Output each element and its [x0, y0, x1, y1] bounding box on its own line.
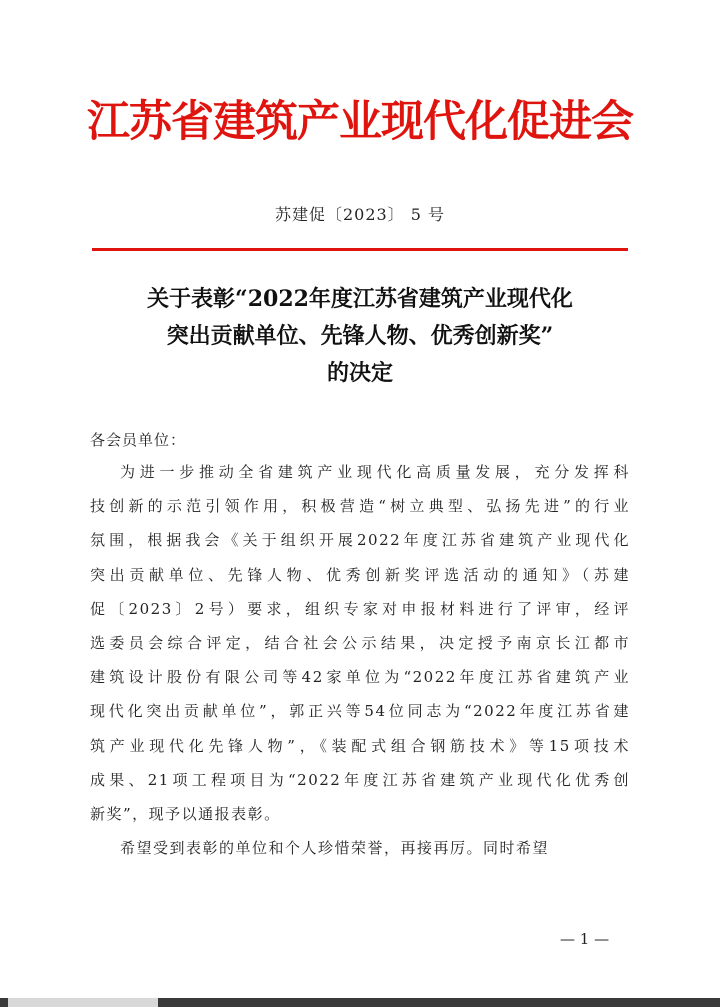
paragraph-1-line: 氛围，根据我会《关于组织开展2022年度江苏省建筑产业现代化 [90, 531, 630, 550]
paragraph-2-line: 希望受到表彰的单位和个人珍惜荣誉，再接再厉。同时希望 [120, 839, 550, 858]
document-title [0, 281, 720, 392]
paragraph-1-line: 现代化突出贡献单位”，郭正兴等54位同志为“2022年度江苏省建 [90, 702, 630, 721]
body-text [90, 455, 630, 865]
salutation: 各会员单位： [90, 431, 187, 449]
viewer-scrollbar[interactable] [0, 998, 720, 1007]
red-divider-line [92, 248, 628, 251]
paragraph-1-line: 筑产业现代化先锋人物”，《装配式组合钢筋技术》等15项技术 [90, 736, 630, 755]
paragraph-1-line: 为进一步推动全省建筑产业现代化高质量发展，充分发挥科 [120, 463, 630, 481]
paragraph-1-line: 建筑设计股份有限公司等42家单位为“2022年度江苏省建筑产业 [90, 668, 630, 687]
document-number: 苏建促〔2023〕 5 号 [274, 205, 446, 224]
scrollbar-thumb[interactable] [8, 998, 158, 1007]
paragraph-1-line: 技创新的示范引领作用，积极营造“树立典型、弘扬先进”的行业 [90, 497, 630, 516]
paragraph-1-line: 成果、21项工程项目为“2022年度江苏省建筑产业现代化优秀创 [90, 770, 630, 789]
paragraph-1-line: 选委员会综合评定，结合社会公示结果，决定授予南京长江都市 [90, 633, 630, 652]
title-line-1: 关于表彰“2022年度江苏省建筑产业现代化 [147, 286, 573, 312]
organization-header: 江苏省建筑产业现代化促进会 [87, 97, 633, 147]
paragraph-1-line: 新奖”，现予以通报表彰。 [90, 804, 281, 823]
title-line-2: 突出贡献单位、先锋人物、优秀创新奖” [166, 323, 554, 349]
paragraph-1-line: 突出贡献单位、先锋人物、优秀创新奖评选活动的通知》（苏建 [90, 565, 630, 584]
page-number: — 1 — [560, 930, 610, 948]
title-line-3: 的决定 [326, 360, 393, 386]
paragraph-1-line: 促〔2023〕2号）要求，组织专家对申报材料进行了评审，经评 [90, 599, 630, 618]
